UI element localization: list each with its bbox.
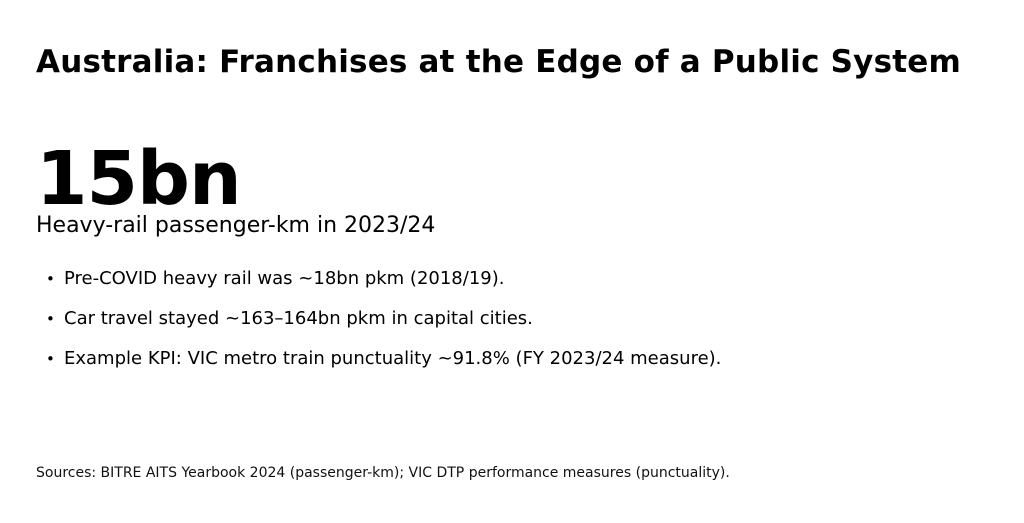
- bullet-item-precovid: [46, 268, 721, 308]
- bullet-marker: •: [46, 350, 55, 368]
- sources-footnote: Sources: BITRE AITS Yearbook 2024 (passenger-km); VIC DTP performance measures (punctuality).: [36, 465, 730, 481]
- bullet-text: Car travel stayed ~163–164bn pkm in capital cities.: [64, 308, 533, 329]
- bullet-list: [46, 268, 721, 388]
- bullet-text: Pre-COVID heavy rail was ~18bn pkm (2018/19).: [64, 268, 505, 289]
- stat-label: Heavy-rail passenger-km in 2023/24: [36, 213, 436, 239]
- bullet-text: Example KPI: VIC metro train punctuality ~91.8% (FY 2023/24 measure).: [64, 348, 722, 369]
- bullet-marker: •: [46, 270, 55, 288]
- bullet-marker: •: [46, 310, 55, 328]
- headline-stat: [36, 136, 436, 239]
- stat-value: 15bn: [36, 136, 241, 222]
- bullet-item-kpi: [46, 348, 721, 388]
- bullet-item-car-travel: [46, 308, 721, 348]
- slide-title: Australia: Franchises at the Edge of a Public System: [36, 44, 961, 80]
